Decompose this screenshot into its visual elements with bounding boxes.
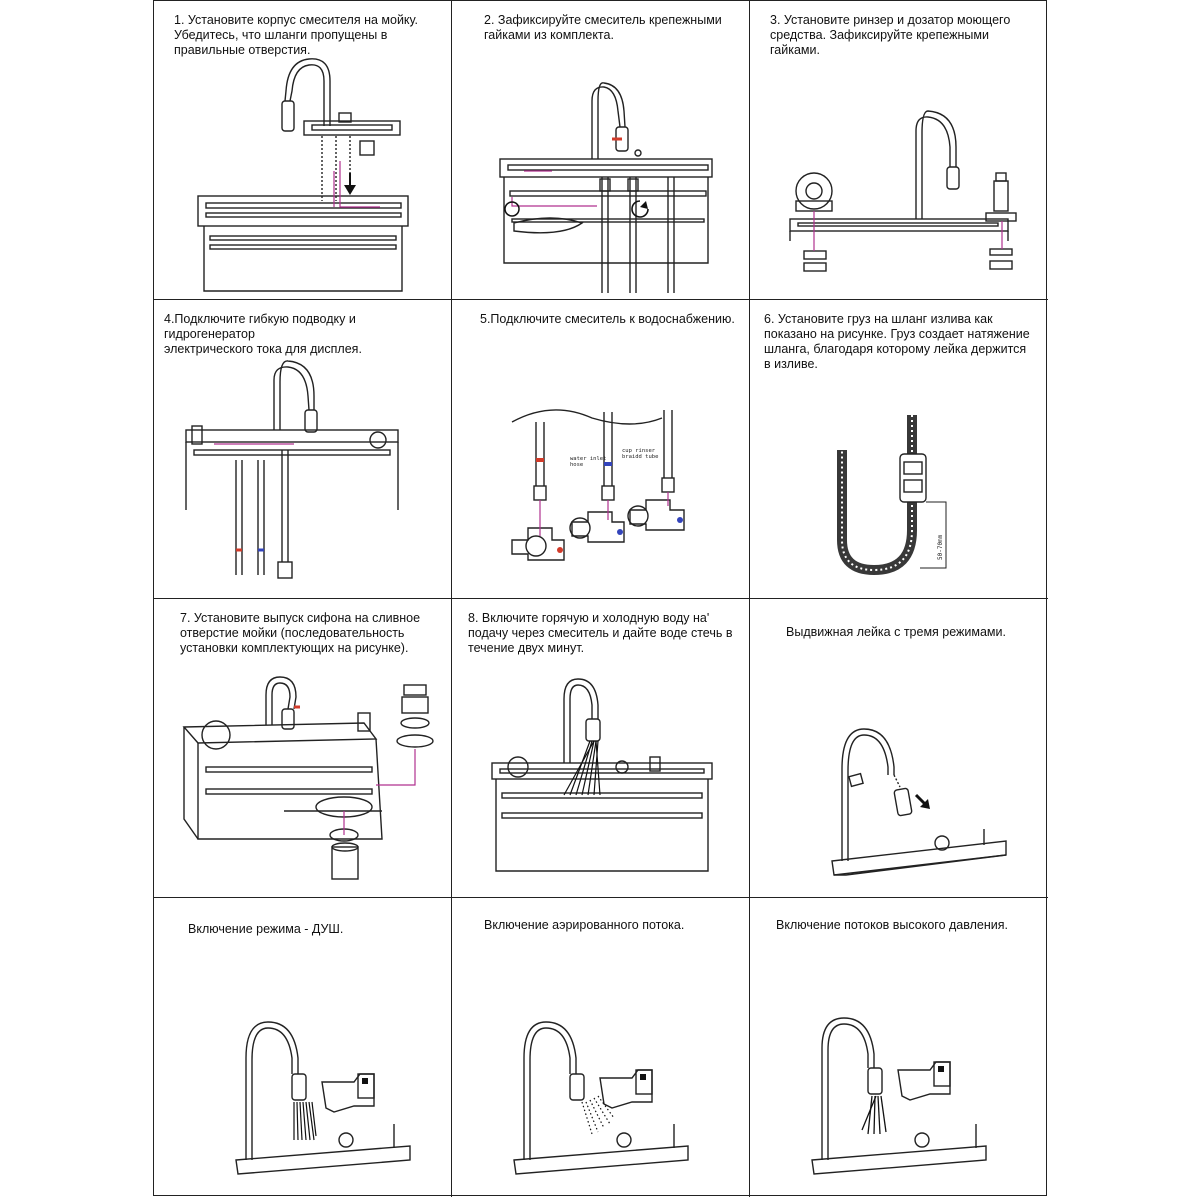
step-caption-11: Включение аэрированного потока.: [484, 918, 685, 932]
cup-rinser-label: cup rinser braidd tube: [622, 448, 659, 461]
step-cell-6: [750, 300, 1048, 599]
step-caption-1: 1. Установите корпус смесителя на мойку. Убедитесь, что шланги пропущены в правильные отверстия.: [174, 13, 419, 57]
step-cell-5: [452, 300, 750, 599]
rinser-dispenser-illustration: [750, 1, 1048, 300]
step-cell-12: [750, 898, 1048, 1197]
water-flush-illustration: [452, 599, 750, 898]
sink-faucet-install-illustration: [154, 1, 452, 300]
step-cell-7: [154, 599, 452, 898]
step-cell-1: [154, 1, 452, 300]
hose-weight-illustration: [750, 300, 1048, 599]
step-caption-9: Выдвижная лейка с тремя режимами.: [786, 625, 1006, 639]
step-caption-5: 5.Подключите смеситель к водоснабжению.: [480, 312, 735, 326]
step-cell-9: [750, 599, 1048, 898]
pull-out-sprayer-illustration: [750, 599, 1048, 898]
step-caption-8: 8. Включите горячую и холодную воду на' подачу через смеситель и дайте воде стечь в течение двух минут.: [468, 611, 733, 655]
step-cell-11: [452, 898, 750, 1197]
water-supply-illustration: [452, 300, 750, 599]
step-caption-7: 7. Установите выпуск сифона на сливное отверстие мойки (последовательность установки комплектующих на рисунке).: [180, 611, 421, 655]
faucet-nuts-illustration: [452, 1, 750, 300]
step-cell-8: [452, 599, 750, 898]
weight-distance-label: 50-70mm: [937, 534, 944, 560]
step-cell-2: [452, 1, 750, 300]
step-caption-10: Включение режима - ДУШ.: [188, 922, 344, 936]
step-caption-2: 2. Зафиксируйте смеситель крепежными гайками из комплекта.: [484, 13, 722, 42]
step-cell-10: [154, 898, 452, 1197]
aerated-mode-illustration: [452, 898, 750, 1197]
step-caption-4: 4.Подключите гибкую подводку и гидрогенератор электрического тока для дисплея.: [164, 312, 362, 356]
step-cell-4: [154, 300, 452, 599]
shower-mode-illustration: [154, 898, 452, 1197]
step-caption-6: 6. Установите груз на шланг излива как показано на рисунке. Груз создает натяжение шланга, благодаря которому лейка держится в изливе.: [764, 312, 1030, 371]
high-pressure-mode-illustration: [750, 898, 1048, 1197]
drain-install-illustration: [154, 599, 452, 898]
step-cell-3: [750, 1, 1048, 300]
instruction-grid: [153, 0, 1047, 1196]
step-caption-3: 3. Установите ринзер и дозатор моющего средства. Зафиксируйте крепежными гайками.: [770, 13, 1011, 57]
step-caption-12: Включение потоков высокого давления.: [776, 918, 1008, 932]
water-inlet-label: water inlet hose: [570, 456, 607, 469]
hose-generator-illustration: [154, 300, 452, 599]
